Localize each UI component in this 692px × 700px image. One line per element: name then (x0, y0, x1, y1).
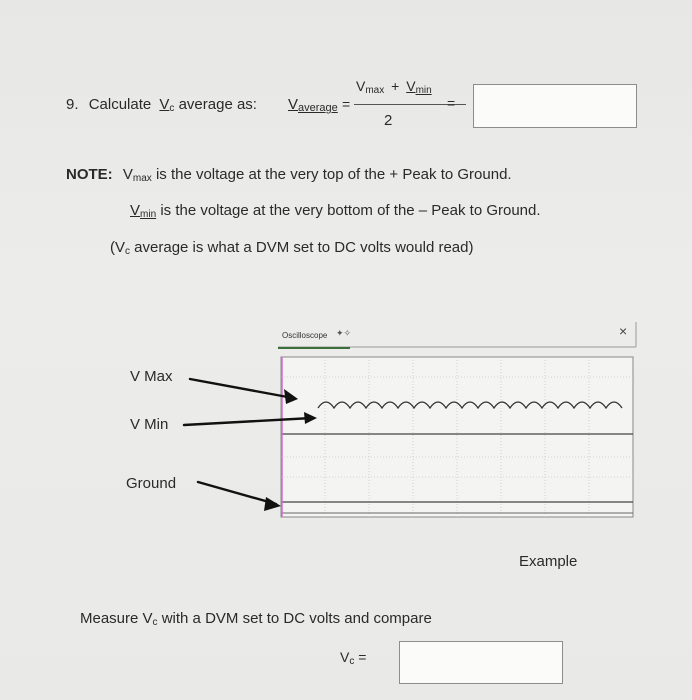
formula-numerator: $V_{max} + V_{min}$ (356, 78, 432, 96)
oscilloscope-title: Oscilloscope (282, 331, 328, 340)
formula-denominator: 2 (384, 112, 393, 129)
measure-instruction: Measure $V_c$ with a DVM set to DC volts and compare (80, 610, 432, 628)
note-vc-average: ($V_c$ average is what a DVM set to DC volts would read) (110, 239, 474, 257)
vc-result-label: $V_c$ = (340, 649, 367, 667)
label-vmax: V Max (130, 368, 173, 385)
vaverage-lhs: $V_{average}$ = (288, 96, 351, 114)
note-vmin: $V_{min}$ is the voltage at the very bottom of the – Peak to Ground. (130, 202, 541, 220)
label-vmin: V Min (130, 416, 169, 433)
question-text-before: Calculate (88, 96, 152, 113)
note-vmax: NOTE: $V_{max}$ is the voltage at the very top of the + Peak to Ground. (66, 166, 512, 184)
example-label: Example (519, 553, 578, 570)
vmax-arrow (190, 379, 293, 398)
label-ground: Ground (126, 475, 177, 492)
question-text-after: average as: (178, 96, 257, 113)
sparkle-icon: ✦✧ (336, 328, 352, 338)
question-number: 9. (66, 96, 79, 113)
ground-arrow (198, 482, 276, 504)
result-equals: = (447, 95, 456, 111)
vc-symbol: $V_c$ (159, 96, 175, 114)
answer-box-vc[interactable] (399, 641, 563, 684)
note-label: NOTE: (66, 166, 113, 183)
close-icon[interactable]: × (619, 323, 628, 339)
